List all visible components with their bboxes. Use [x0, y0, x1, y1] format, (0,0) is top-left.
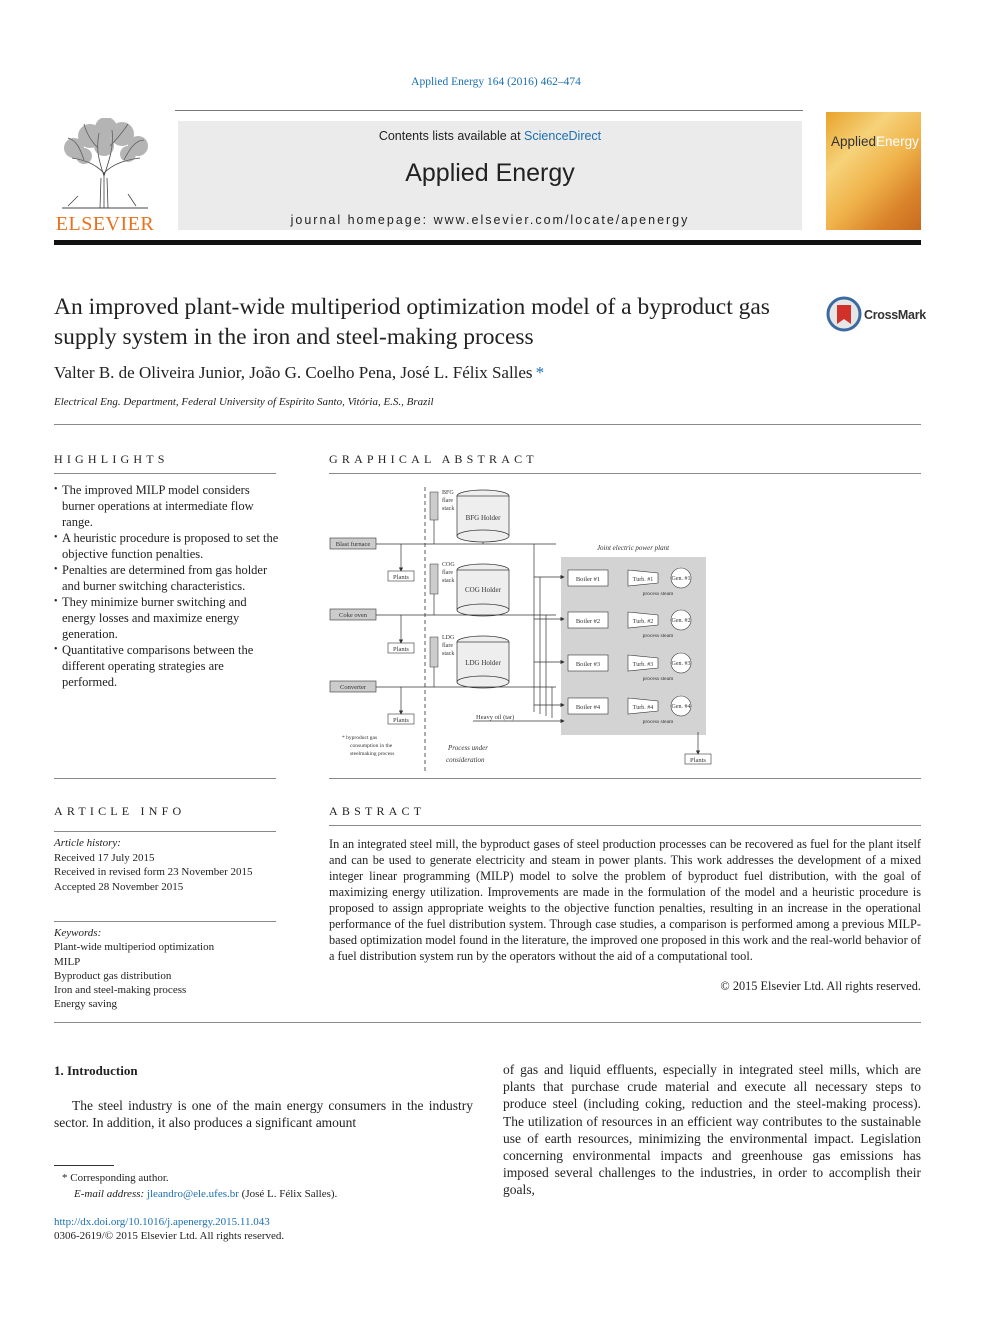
- email-owner: (José L. Félix Salles).: [238, 1188, 338, 1200]
- crossmark-icon: [826, 296, 862, 332]
- divider: [329, 778, 921, 779]
- process-steam-label: process steam: [642, 633, 674, 639]
- converter: [330, 681, 376, 692]
- body-text-left: The steel industry is one of the main energy consumers in the industry sector. In addition, it also produces a significant amount: [54, 1098, 473, 1131]
- turbine-label: Turb. #1: [632, 577, 654, 583]
- process-under-consideration: [446, 744, 488, 764]
- highlight-item: • The improved MILP model considers burner operations at intermediate flow range.: [54, 482, 280, 530]
- journal-title: Applied Energy: [405, 159, 575, 187]
- journal-banner: [178, 121, 802, 230]
- divider: [54, 778, 276, 779]
- consumption-note: [342, 735, 394, 757]
- crossmark-label: CrossMark: [864, 308, 926, 322]
- divider: [54, 424, 921, 425]
- process-steam-label: process steam: [642, 676, 674, 682]
- corresponding-author-note: * Corresponding author.: [62, 1172, 169, 1184]
- generator-label: Gen. #3: [671, 661, 691, 667]
- process-steam-label: process steam: [642, 719, 674, 725]
- section-heading-introduction: 1. Introduction: [54, 1063, 138, 1078]
- elsevier-logo[interactable]: [54, 118, 156, 236]
- journal-homepage[interactable]: journal homepage: www.elsevier.com/locate/apenergy: [290, 213, 690, 227]
- note-line: * byproduct gas: [342, 735, 378, 741]
- flare-label: stack: [442, 651, 455, 657]
- ldg-holder: [457, 636, 509, 688]
- revised-date: Received in revised form 23 November 2015: [54, 866, 253, 878]
- abstract-text: In an integrated steel mill, the byproduct gases of steel production processes can be recovered as fuel for the plant itself and can be used to generate electricity and steam in power plants. This work addresses the development of a mixed integer linear programming (MILP) model to solve the problem of byproduct fuel distribution, with the goal of maximizing energy utilization. Improvements are made in the formulation of the model and a heuristic procedure is proposed to assign appropriate weights to the objective function penalties, resulting in an increase in the operational performance of the fuel distribution system. Through case studies, a comparison is performed among a previous MILP-based optimization model found in the literature, the improved one proposed in this work and the real-world behavior of a fuel distribution system run by the operators without the aid of a computational tool.: [329, 837, 921, 963]
- boiler-label: Boiler #3: [575, 661, 601, 668]
- flare-label: flare: [442, 498, 453, 504]
- elsevier-wordmark: ELSEVIER: [55, 213, 155, 235]
- power-plant-label: Joint electric power plant: [596, 544, 670, 552]
- cover-title-part1: Applied: [831, 134, 877, 149]
- ldg-flare-stack: [430, 635, 455, 667]
- turbine-label: Turb. #4: [632, 705, 654, 711]
- article-info-heading: ARTICLE INFO: [54, 804, 186, 818]
- header-rule: [54, 240, 921, 245]
- affiliation: Electrical Eng. Department, Federal University of Espírito Santo, Vitória, E.S., Brazil: [54, 396, 434, 408]
- divider: [329, 825, 921, 826]
- divider: [54, 1022, 921, 1023]
- highlight-item: • Penalties are determined from gas holder and burner switching characteristics.: [54, 562, 280, 594]
- ldg-holder-label: LDG Holder: [465, 659, 501, 667]
- coke-oven: [330, 609, 376, 620]
- generator-label: Gen. #4: [671, 704, 691, 710]
- highlight-item: • A heuristic procedure is proposed to set the objective function penalties.: [54, 530, 280, 562]
- keyword-item: MILP: [54, 955, 81, 968]
- issn-line: 0306-2619/© 2015 Elsevier Ltd. All rights reserved.: [54, 1230, 285, 1242]
- corresponding-author-marker[interactable]: *: [535, 363, 545, 382]
- highlight-item: • They minimize burner switching and energy losses and maximize energy generation.: [54, 594, 280, 642]
- article-history: [54, 836, 284, 894]
- divider: [54, 473, 276, 474]
- crossmark-badge[interactable]: [826, 296, 926, 332]
- footnote-rule: [54, 1165, 114, 1166]
- flare-label: flare: [442, 570, 453, 576]
- accepted-date: Accepted 28 November 2015: [54, 880, 184, 893]
- email-label: E-mail address:: [74, 1188, 147, 1200]
- author-list: [54, 363, 544, 383]
- divider: [54, 921, 276, 922]
- doi-link[interactable]: http://dx.doi.org/10.1016/j.apenergy.2015.11.043: [54, 1216, 270, 1228]
- turbine-label: Turb. #3: [632, 662, 654, 668]
- cog-holder: [457, 564, 509, 616]
- journal-citation[interactable]: Applied Energy 164 (2016) 462–474: [411, 76, 581, 88]
- sciencedirect-link[interactable]: ScienceDirect: [524, 129, 602, 143]
- process-steam-label: process steam: [642, 591, 674, 597]
- boiler-label: Boiler #4: [575, 704, 601, 711]
- email-link[interactable]: jleandro@ele.ufes.br: [146, 1188, 239, 1200]
- flare-label: BFG: [442, 490, 454, 496]
- note-line: consumption in the: [350, 743, 393, 749]
- generator-label: Gen. #2: [671, 618, 691, 624]
- process-under-line: consideration: [446, 756, 485, 764]
- turbine-label: Turb. #2: [632, 619, 654, 625]
- bfg-holder: [457, 490, 509, 542]
- footnote: [54, 1170, 474, 1202]
- bfg-flare-stack: [430, 490, 454, 520]
- cover-title: [831, 134, 919, 149]
- journal-cover[interactable]: [826, 112, 921, 230]
- keyword-item: Plant-wide multiperiod optimization: [54, 941, 215, 954]
- keyword-item: Energy saving: [54, 998, 118, 1011]
- plants-label: Plants: [393, 646, 409, 653]
- blast-furnace-label: Blast furnace: [335, 541, 371, 548]
- contents-prefix: Contents lists available at: [378, 129, 525, 143]
- received-date: Received 17 July 2015: [54, 851, 155, 864]
- note-line: steelmaking process: [350, 751, 395, 757]
- flare-label: stack: [442, 578, 455, 584]
- plants-label: Plants: [393, 574, 409, 581]
- abstract-heading: ABSTRACT: [329, 804, 426, 818]
- contents-line: [178, 129, 802, 143]
- keywords: [54, 926, 284, 1012]
- flare-label: stack: [442, 506, 455, 512]
- flare-label: flare: [442, 643, 453, 649]
- divider: [329, 473, 921, 474]
- keyword-item: Byproduct gas distribution: [54, 969, 172, 982]
- flare-label: LDG: [442, 635, 455, 641]
- plants-label: Plants: [393, 717, 409, 724]
- bfg-holder-label: BFG Holder: [465, 514, 501, 522]
- article-title: An improved plant-wide multiperiod optimization model of a byproduct gas supply system in the iron and steel-making process: [54, 294, 770, 350]
- graphical-abstract-diagram[interactable]: [328, 482, 722, 772]
- abstract-copyright: © 2015 Elsevier Ltd. All rights reserved.: [720, 979, 921, 993]
- elsevier-tree-icon: [54, 118, 156, 210]
- boiler-label: Boiler #2: [575, 618, 601, 625]
- keywords-label: Keywords:: [54, 927, 102, 939]
- flare-label: COG: [442, 562, 455, 568]
- divider: [54, 831, 276, 832]
- cog-holder-label: COG Holder: [465, 586, 501, 594]
- highlights-list: [54, 482, 280, 690]
- process-under-line: Process under: [448, 744, 488, 752]
- keyword-item: Iron and steel-making process: [54, 984, 187, 997]
- history-label: Article history:: [54, 837, 121, 849]
- coke-oven-label: Coke oven: [339, 612, 367, 619]
- cog-flare-stack: [430, 562, 455, 594]
- authors: Valter B. de Oliveira Junior, João G. Coelho Pena, José L. Félix Salles: [54, 363, 533, 382]
- highlight-item: • Quantitative comparisons between the different operating strategies are performed.: [54, 642, 280, 690]
- cover-title-part2: Energy: [876, 134, 919, 149]
- boiler-label: Boiler #1: [575, 576, 601, 583]
- blast-furnace: [330, 538, 376, 549]
- email-line: [54, 1186, 474, 1202]
- graphical-abstract-heading: GRAPHICAL ABSTRACT: [329, 452, 538, 466]
- plants-label: Plants: [690, 757, 706, 764]
- body-text-right: of gas and liquid effluents, especially in integrated steel mills, which are plants that purchase crude material and execute all necessary steps to produce steel (including coking, reduction and the steel-making process). The utilization of resources in an efficient way contributes to the sustainable use of earth resources, minimizing the environmental impact. Legislation concerning environmental impacts and greenhouse gas emissions has imposed several challenges to the industries, in order to accomplish their goals,: [503, 1062, 921, 1198]
- header-top-rule: [175, 110, 803, 111]
- highlights-heading: HIGHLIGHTS: [54, 452, 169, 466]
- generator-label: Gen. #1: [671, 576, 691, 582]
- heavy-oil-label: Heavy oil (tar): [476, 714, 515, 721]
- converter-label: Converter: [340, 684, 366, 691]
